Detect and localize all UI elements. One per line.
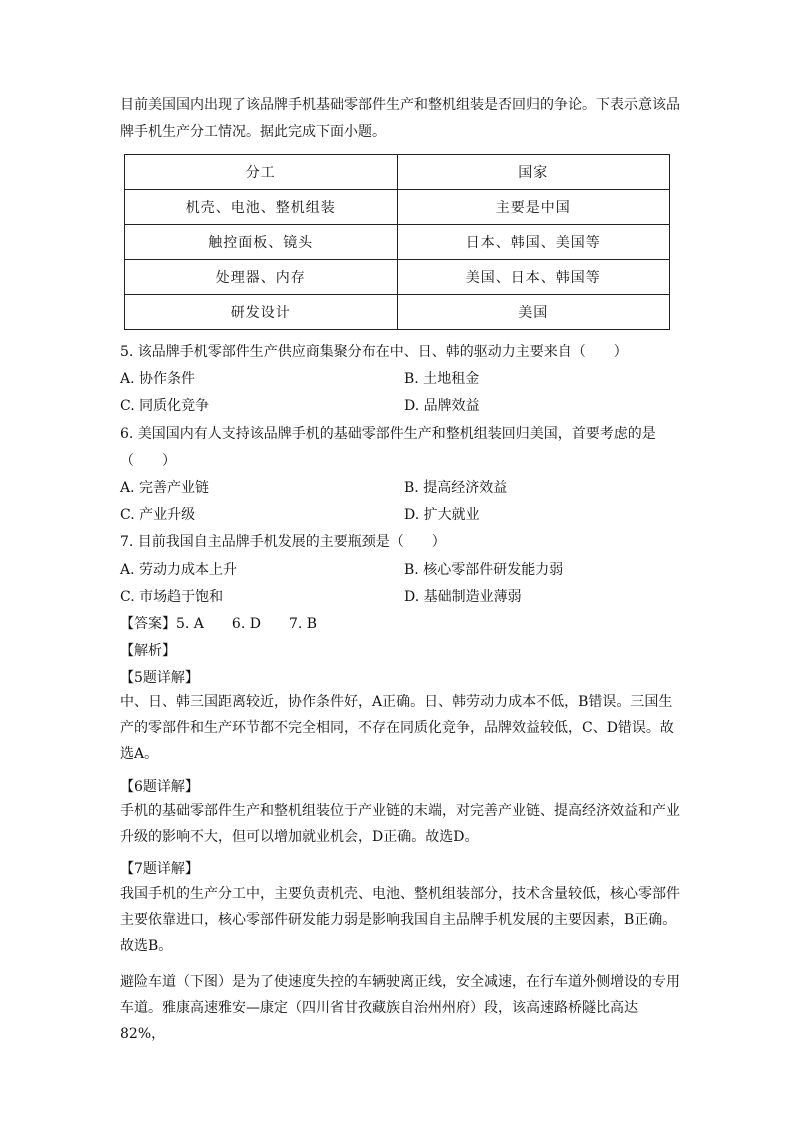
- question-6-stem-continued: （ ）: [120, 453, 176, 469]
- question-7-option-a: A. 劳动力成本上升: [120, 562, 238, 578]
- question-7-option-b: B. 核心零部件研发能力弱: [404, 562, 564, 578]
- table-cell: 美国、日本、韩国等: [397, 260, 670, 295]
- detail-7-label: 【7题详解】: [120, 861, 199, 877]
- question-6-option-d: D. 扩大就业: [404, 507, 480, 523]
- table-header-cell: 国家: [397, 155, 670, 190]
- table-row: [125, 260, 670, 295]
- intro-paragraph: 目前美国国内出现了该品牌手机基础零部件生产和整机组装是否回归的争论。下表示意该品牌手机生产分工情况。据此完成下面小题。: [120, 97, 680, 140]
- table-cell: 主要是中国: [397, 190, 670, 225]
- division-table: [124, 154, 670, 330]
- table-row: [125, 225, 670, 260]
- question-7-option-d: D. 基础制造业薄弱: [404, 589, 522, 605]
- table-cell: 触控面板、镜头: [125, 225, 398, 260]
- table-cell: 美国: [397, 295, 670, 330]
- table-cell: 机壳、电池、整机组装: [125, 190, 398, 225]
- question-5-option-d: D. 品牌效益: [404, 398, 480, 414]
- question-7-stem: 7. 目前我国自主品牌手机发展的主要瓶颈是（ ）: [120, 534, 446, 550]
- table-header-row: [125, 155, 670, 190]
- table-row: [125, 190, 670, 225]
- table-header-cell: 分工: [125, 155, 398, 190]
- table-cell: 研发设计: [125, 295, 398, 330]
- question-7-option-c: C. 市场趋于饱和: [120, 589, 224, 605]
- question-5-option-a: A. 协作条件: [120, 371, 196, 387]
- answer-line: 【答案】5. A 6. D 7. B: [120, 616, 318, 632]
- question-6-option-b: B. 提高经济效益: [404, 480, 508, 496]
- detail-5-text: 中、日、韩三国距离较近，协作条件好，A正确。日、韩劳动力成本不低，B错误。三国生产的零部件和生产环节都不完全相同，不存在同质化竞争，品牌效益较低，C、D错误。故选A。: [120, 694, 674, 762]
- closing-paragraph: 避险车道（下图）是为了使速度失控的车辆驶离正线，安全减速，在行车道外侧增设的专用车道。雅康高速雅安—康定（四川省甘孜藏族自治州州府）段，该高速路桥隧比高达82%，: [120, 974, 680, 1042]
- table-cell: 日本、韩国、美国等: [397, 225, 670, 260]
- analysis-label: 【解析】: [120, 643, 176, 659]
- detail-7-text: 我国手机的生产分工中，主要负责机壳、电池、整机组装部分，技术含量较低，核心零部件主要依靠进口，核心零部件研发能力弱是影响我国自主品牌手机发展的主要因素，B正确。故选B。: [120, 886, 680, 954]
- table-row: [125, 295, 670, 330]
- detail-5-label: 【5题详解】: [120, 670, 199, 686]
- question-5-option-b: B. 土地租金: [404, 371, 480, 387]
- question-6-option-c: C. 产业升级: [120, 507, 196, 523]
- question-5-stem: 5. 该品牌手机零部件生产供应商集聚分布在中、日、韩的驱动力主要来自（ ）: [120, 344, 628, 360]
- detail-6-text: 手机的基础零部件生产和整机组装位于产业链的末端，对完善产业链、提高经济效益和产业升级的影响不大，但可以增加就业机会，D正确。故选D。: [120, 803, 680, 845]
- table-cell: 处理器、内存: [125, 260, 398, 295]
- question-6-option-a: A. 完善产业链: [120, 480, 210, 496]
- question-5-option-c: C. 同质化竞争: [120, 398, 210, 414]
- detail-6-label: 【6题详解】: [120, 779, 199, 795]
- question-6-stem: 6. 美国国内有人支持该品牌手机的基础零部件生产和整机组装回归美国，首要考虑的是: [120, 426, 656, 442]
